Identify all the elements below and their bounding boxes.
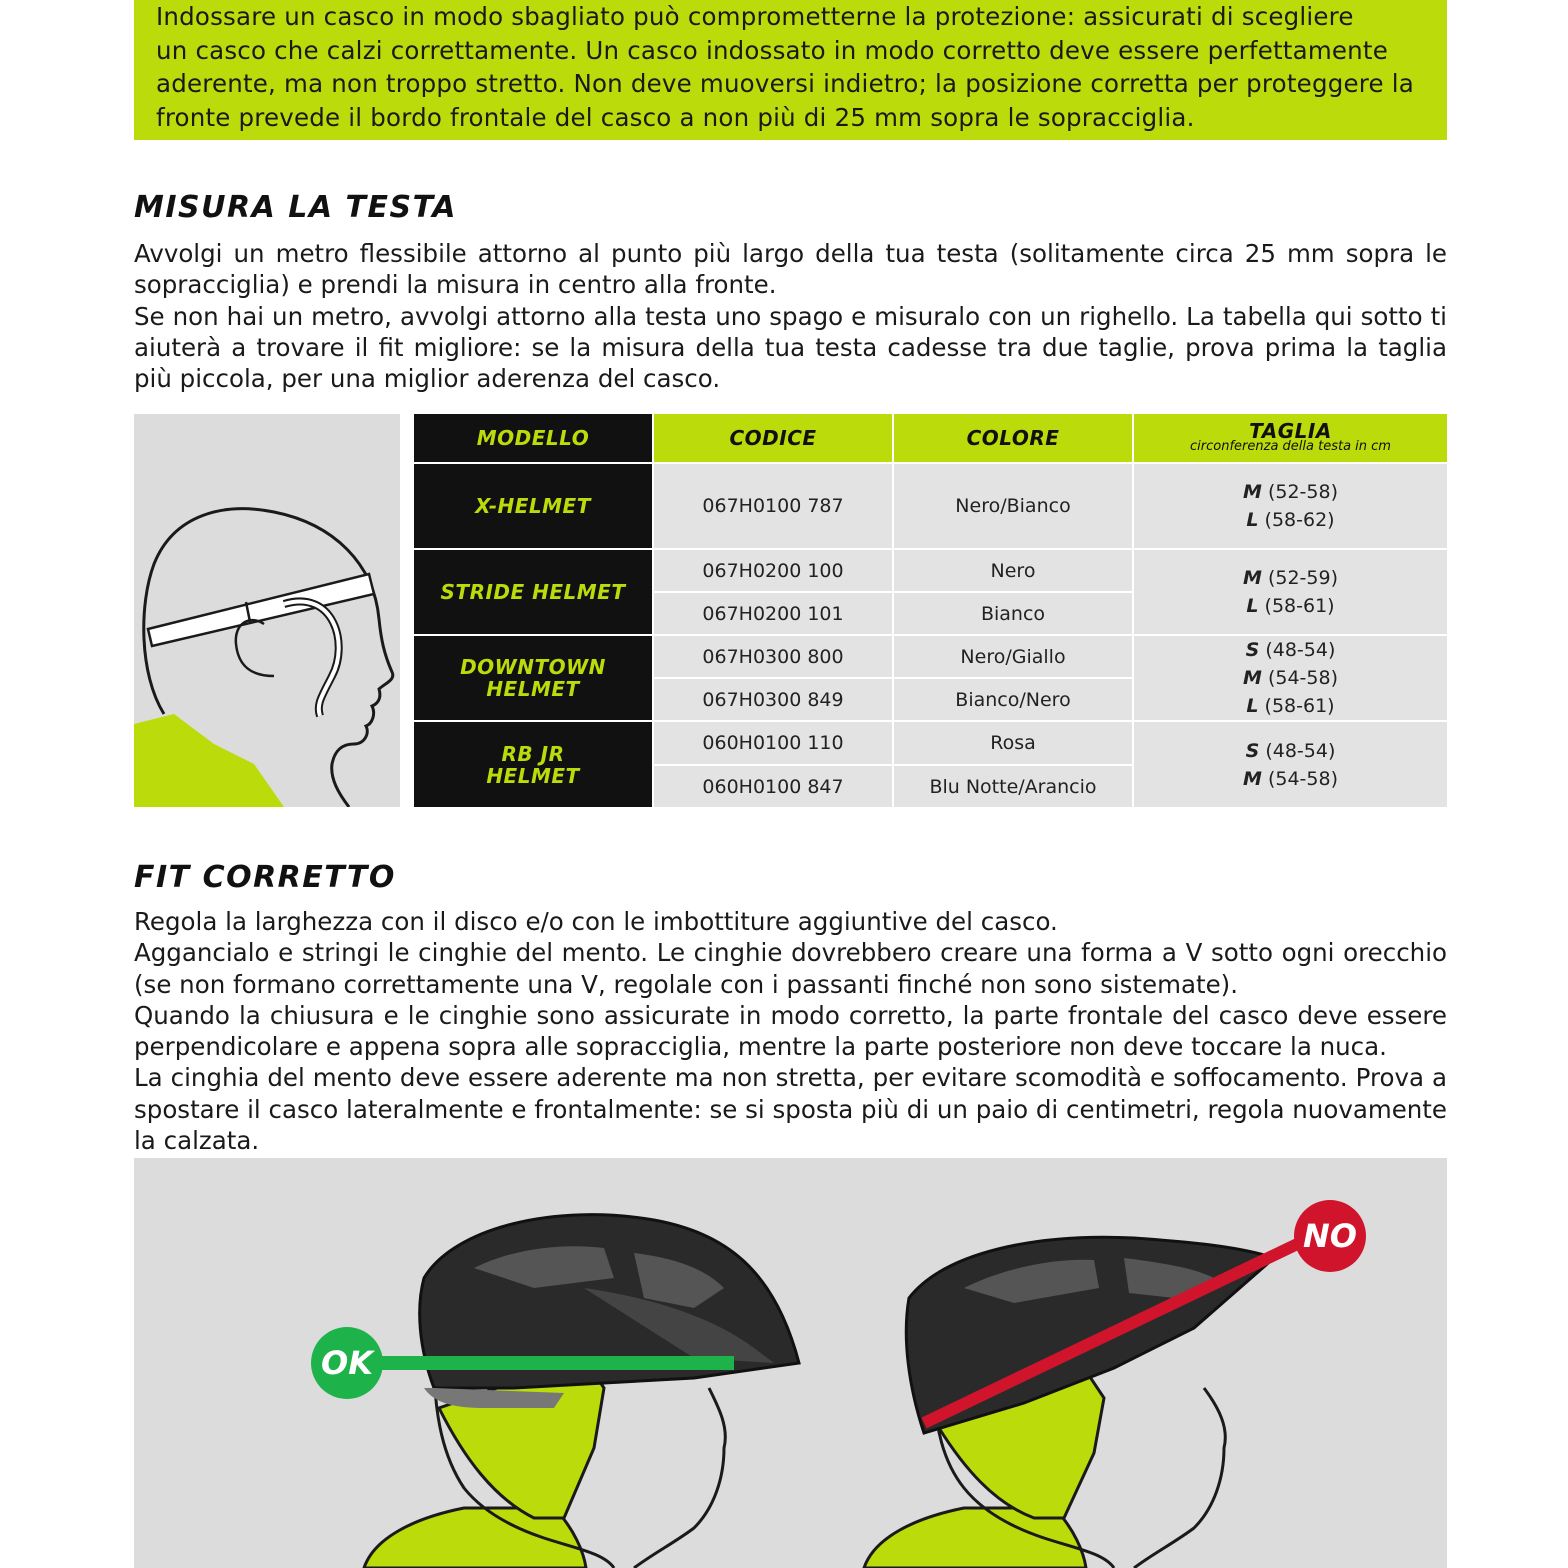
code-cell: 067H0300 800 xyxy=(654,636,892,677)
measure-title: MISURA LA TESTA xyxy=(134,190,457,225)
code-cell: 067H0100 787 xyxy=(654,464,892,548)
header-model: MODELLO xyxy=(414,414,652,462)
header-color: COLORE xyxy=(894,414,1132,462)
fit-paragraph: Quando la chiusura e le cinghie sono assicurate in modo corretto, la parte frontale del casco deve essere perpendicolare e appena sopra alle sopracciglia, mentre la parte posteriore non deve toccare la nuca. xyxy=(134,1000,1447,1062)
size-cell xyxy=(1134,464,1447,548)
size-table xyxy=(414,414,1447,807)
model-rb-jr-line1: RB JR xyxy=(501,741,565,766)
intro-line: aderente, ma non troppo stretto. Non deve muoversi indietro; la posizione corretta per proteggere la xyxy=(156,69,1414,98)
size-line: L (58-62) xyxy=(1246,509,1335,531)
size-line: S (48-54) xyxy=(1245,639,1336,661)
size-line: M (52-58) xyxy=(1242,481,1338,503)
model-rb-jr-helmet xyxy=(414,722,652,807)
size-line: L (58-61) xyxy=(1246,695,1335,717)
color-cell: Bianco/Nero xyxy=(894,679,1132,720)
intro-line: un casco che calzi correttamente. Un casco indossato in modo corretto deve essere perfettamente xyxy=(156,35,1388,65)
size-cell xyxy=(1134,550,1447,634)
measure-paragraph: Avvolgi un metro flessibile attorno al punto più largo della tua testa (solitamente circa 25 mm sopra le sopracciglia) e prendi la misura in centro alla fronte. xyxy=(134,239,1447,300)
model-x-helmet: X-HELMET xyxy=(414,464,652,548)
header-size-label: TAGLIA xyxy=(1249,419,1332,443)
fit-title: FIT CORRETTO xyxy=(134,860,396,895)
model-downtown-helmet: DOWNTOWN HELMET xyxy=(414,636,652,720)
code-cell: 060H0100 110 xyxy=(654,722,892,764)
size-line: S (48-54) xyxy=(1245,739,1336,762)
intro-line: fronte prevede il bordo frontale del casco a non più di 25 mm sopra le sopracciglia. xyxy=(156,102,1195,132)
color-cell: Nero/Giallo xyxy=(894,636,1132,677)
size-line: M (54-58) xyxy=(1242,767,1338,790)
model-rb-jr-line2: HELMET xyxy=(486,763,580,788)
size-line: M (54-58) xyxy=(1242,667,1338,689)
code-cell: 067H0300 849 xyxy=(654,679,892,720)
measure-text xyxy=(134,238,1447,394)
color-cell: Bianco xyxy=(894,593,1132,634)
intro-box xyxy=(134,0,1447,140)
code-cell: 067H0200 100 xyxy=(654,550,892,591)
color-cell: Rosa xyxy=(894,722,1132,764)
helmet-wrong-icon xyxy=(864,1236,1314,1568)
header-size xyxy=(1134,414,1447,462)
fit-paragraph: Regola la larghezza con il disco e/o con le imbottiture aggiuntive del casco. xyxy=(134,907,1058,936)
code-cell: 060H0100 847 xyxy=(654,766,892,807)
model-stride-helmet: STRIDE HELMET xyxy=(414,550,652,634)
fit-paragraph: La cinghia del mento deve essere aderente ma non stretta, per evitare scomodità e soffocamento. Prova a spostare il casco lateralmente e frontalmente: se si sposta più di un paio di centimetri, regola nuovamente la calzata. xyxy=(134,1063,1447,1156)
intro-line: Indossare un casco in modo sbagliato può comprometterne la protezione: assicurati di scegliere xyxy=(156,2,1354,31)
fit-illustration xyxy=(134,1158,1447,1568)
ok-badge: OK xyxy=(311,1327,383,1399)
head-measure-illustration xyxy=(134,414,400,807)
header-code: CODICE xyxy=(654,414,892,462)
header-size-sub: circonferenza della testa in cm xyxy=(1190,439,1391,454)
color-cell: Blu Notte/Arancio xyxy=(894,766,1132,807)
helmet-correct-icon xyxy=(349,1215,799,1568)
head-profile-icon xyxy=(134,414,400,807)
no-badge: NO xyxy=(1294,1200,1366,1272)
size-line: M (52-59) xyxy=(1242,567,1338,589)
fit-paragraph: Aggancialo e stringi le cinghie del mento. Le cinghie dovrebbero creare una forma a V sotto ogni orecchio (se non formano correttamente una V, regolale con i passanti finché non sono sistemate). xyxy=(134,938,1447,999)
fit-text xyxy=(134,906,1447,1156)
code-cell: 067H0200 101 xyxy=(654,593,892,634)
size-cell xyxy=(1134,722,1447,807)
color-cell: Nero/Bianco xyxy=(894,464,1132,548)
size-cell xyxy=(1134,636,1447,720)
color-cell: Nero xyxy=(894,550,1132,591)
size-line: L (58-61) xyxy=(1246,595,1335,617)
measure-paragraph: Se non hai un metro, avvolgi attorno alla testa uno spago e misuralo con un righello. La tabella qui sotto ti aiuterà a trovare il fit migliore: se la misura della tua testa cadesse tra due taglie, prova prima la taglia più piccola, per una miglior aderenza del casco. xyxy=(134,301,1447,394)
